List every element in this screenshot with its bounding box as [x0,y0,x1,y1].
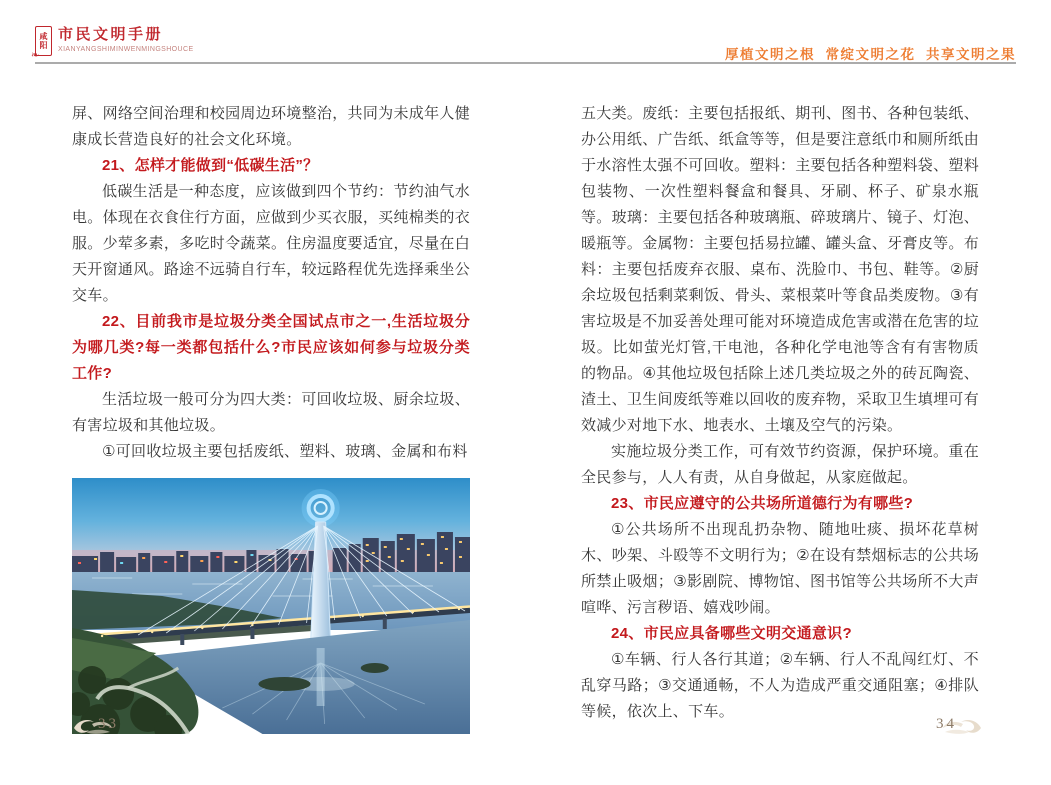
paragraph: ①车辆、行人各行其道；②车辆、行人不乱闯红灯、不乱穿马路；③交通通畅，不人为造成严重交通阻塞；④排队等候，依次上、下车。 [581,651,979,720]
page-number: 34 [936,715,957,732]
question-heading: 24、市民应具备哪些文明交通意识? [611,625,852,642]
left-page-column [72,101,470,734]
question-heading: 21、怎样才能做到“低碳生活”？ [102,157,319,174]
question-heading: 23、市民应遵守的公共场所道德行为有哪些? [611,495,914,512]
question-heading: 22、目前我市是垃圾分类全国试点市之一,生活垃圾分为哪几类?每一类都包括什么?市民应该如何参与垃圾分类工作? [72,313,470,382]
paragraph: 实施垃圾分类工作，可有效节约资源，保护环境。重在全民参与，人人有责，从自身做起，从家庭做起。 [581,443,979,486]
bridge-night-photo [72,478,470,734]
left-page-paragraphs [72,101,470,465]
paragraph: 生活垃圾一般可分为四大类：可回收垃圾、厨余垃圾、有害垃圾和其他垃圾。 [72,391,470,434]
paragraph: 屏、网络空间治理和校园周边环境整治，共同为未成年人健康成长营造良好的社会文化环境。 [72,105,470,148]
right-page-column [581,101,979,725]
logo-subtitle: XIANYANGSHIMINWENMINGSHOUCE [58,46,194,53]
logo-title: 市民文明手册 [58,26,164,43]
logo-text [58,26,194,53]
right-page-paragraphs [581,101,979,725]
paragraph: ①公共场所不出现乱扔杂物、随地吐痰、损坏花草树木、吵架、斗殴等不文明行为；②在设有禁烟标志的公共场所禁止吸烟；③影剧院、博物馆、图书馆等公共场所不大声喧哗、污言秽语、嬉戏吵闹。 [581,521,979,616]
page-number: 33 [98,715,119,732]
seal-icon [31,26,52,61]
paragraph: 五大类。废纸：主要包括报纸、期刊、图书、各种包装纸、办公用纸、广告纸、纸盒等等，但是要注意纸巾和厕所纸由于水溶性太强不可回收。塑料：主要包括各种塑料袋、塑料包装物、一次性塑料餐盒和餐具、牙刷、杯子、矿泉水瓶等。玻璃：主要包括各种玻璃瓶、碎玻璃片、镜子、灯泡、暖瓶等。金属物：主要包括易拉罐、罐头盒、牙膏皮等。布料：主要包括废弃衣服、桌布、洗脸巾、书包、鞋等。②厨余垃圾包括剩菜剩饭、骨头、菜根菜叶等食品类废物。③有害垃圾是不加妥善处理可能对环境造成危害或潜在危害的垃圾。比如萤光灯管,干电池，各种化学电池等含有有害物质的物品。④其他垃圾包括除上述几类垃圾之外的砖瓦陶瓷、渣土、卫生间废纸等难以回收的废弃物，采取卫生填埋可有效减少对地下水、地表水、土壤及空气的污染。 [581,105,979,434]
header-divider [35,62,1016,64]
handbook-logo [31,26,194,61]
paragraph: ①可回收垃圾主要包括废纸、塑料、玻璃、金属和布料 [102,443,468,460]
header-slogan: 厚植文明之根 常绽文明之花 共享文明之果 [724,47,1016,62]
seal-flourish-icon: ❧ [31,50,40,61]
seal-char-top: 咸 [39,31,48,41]
right-page-number-block [936,712,983,736]
left-page-number-block [72,712,119,736]
paragraph: 低碳生活是一种态度，应该做到四个节约：节约油气水电。体现在衣食住行方面，应做到少买衣服，买纯棉类的衣服。少荤多素，多吃时令蔬菜。住房温度要适宜，尽量在白天开窗通风。路途不远骑自行车，较远路程优先选择乘坐公交车。 [72,183,470,304]
seal-char-bottom: 阳 [39,41,48,50]
